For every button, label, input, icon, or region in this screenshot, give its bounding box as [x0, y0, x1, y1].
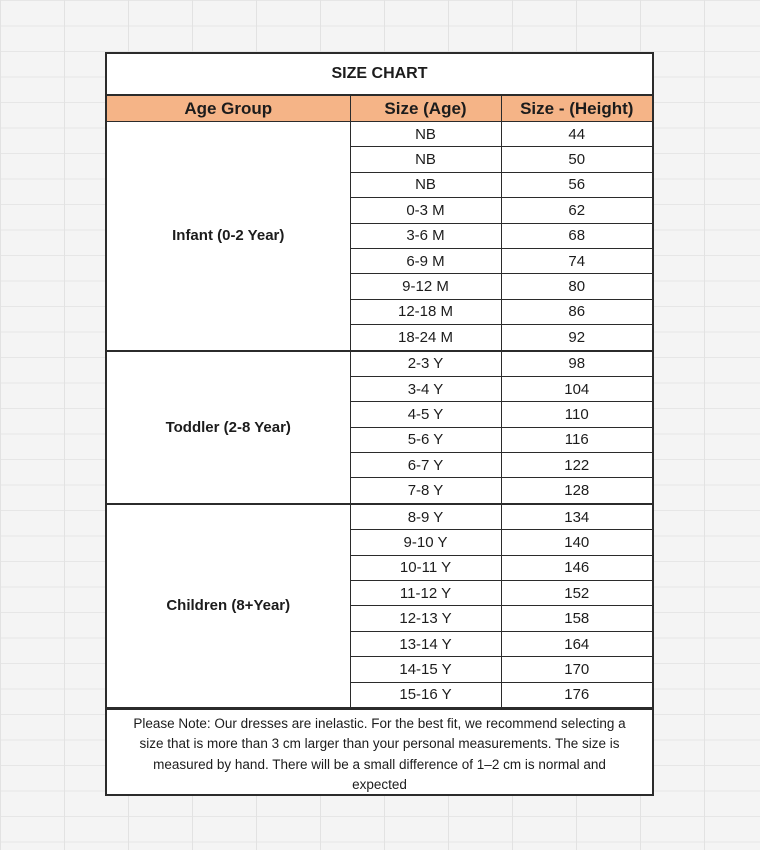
- size-age-cell: 4-5 Y: [350, 402, 501, 427]
- size-age-cell: 5-6 Y: [350, 427, 501, 452]
- size-height-cell: 146: [501, 555, 652, 580]
- size-height-cell: 80: [501, 274, 652, 299]
- size-chart-table: [107, 54, 652, 708]
- size-height-cell: 56: [501, 172, 652, 197]
- size-age-cell: 6-9 M: [350, 248, 501, 273]
- size-age-cell: 12-13 Y: [350, 606, 501, 631]
- size-age-cell: 3-6 M: [350, 223, 501, 248]
- size-age-cell: 6-7 Y: [350, 453, 501, 478]
- size-height-cell: 128: [501, 478, 652, 504]
- size-height-cell: 158: [501, 606, 652, 631]
- size-age-cell: NB: [350, 122, 501, 147]
- size-height-cell: 152: [501, 581, 652, 606]
- header-row: [107, 95, 652, 122]
- size-age-cell: 9-12 M: [350, 274, 501, 299]
- size-height-cell: 74: [501, 248, 652, 273]
- size-height-cell: 134: [501, 504, 652, 530]
- size-age-cell: 11-12 Y: [350, 581, 501, 606]
- size-height-cell: 122: [501, 453, 652, 478]
- table-row: [107, 504, 652, 530]
- size-age-cell: 18-24 M: [350, 325, 501, 351]
- table-row: [107, 122, 652, 147]
- size-height-cell: 110: [501, 402, 652, 427]
- size-height-cell: 62: [501, 198, 652, 223]
- size-age-cell: 0-3 M: [350, 198, 501, 223]
- size-age-cell: 2-3 Y: [350, 351, 501, 377]
- header-age-group: Age Group: [107, 95, 350, 122]
- size-age-cell: 3-4 Y: [350, 376, 501, 401]
- header-size-age: Size (Age): [350, 95, 501, 122]
- title-row: [107, 54, 652, 95]
- size-height-cell: 92: [501, 325, 652, 351]
- size-height-cell: 176: [501, 682, 652, 707]
- size-height-cell: 68: [501, 223, 652, 248]
- size-age-cell: 8-9 Y: [350, 504, 501, 530]
- size-height-cell: 98: [501, 351, 652, 377]
- age-group-cell: Children (8+Year): [107, 504, 350, 708]
- size-age-cell: NB: [350, 147, 501, 172]
- size-age-cell: 15-16 Y: [350, 682, 501, 707]
- age-group-cell: Toddler (2-8 Year): [107, 351, 350, 504]
- size-age-cell: 10-11 Y: [350, 555, 501, 580]
- age-group-cell: Infant (0-2 Year): [107, 122, 350, 351]
- size-height-cell: 116: [501, 427, 652, 452]
- table-row: [107, 351, 652, 377]
- size-age-cell: 13-14 Y: [350, 631, 501, 656]
- size-height-cell: 104: [501, 376, 652, 401]
- size-age-cell: NB: [350, 172, 501, 197]
- size-height-cell: 44: [501, 122, 652, 147]
- size-chart: [105, 52, 654, 796]
- size-age-cell: 14-15 Y: [350, 657, 501, 682]
- size-height-cell: 140: [501, 530, 652, 555]
- header-size-height: Size - (Height): [501, 95, 652, 122]
- size-age-cell: 12-18 M: [350, 299, 501, 324]
- size-height-cell: 86: [501, 299, 652, 324]
- chart-title: SIZE CHART: [107, 54, 652, 95]
- size-age-cell: 9-10 Y: [350, 530, 501, 555]
- size-height-cell: 50: [501, 147, 652, 172]
- note-text: Please Note: Our dresses are inelastic. For the best fit, we recommend selecting a size that is more than 3 cm larger than your personal measurements. The size is measured by hand. There will be a small difference of 1–2 cm is normal and expected: [107, 708, 652, 796]
- size-height-cell: 170: [501, 657, 652, 682]
- size-height-cell: 164: [501, 631, 652, 656]
- size-age-cell: 7-8 Y: [350, 478, 501, 504]
